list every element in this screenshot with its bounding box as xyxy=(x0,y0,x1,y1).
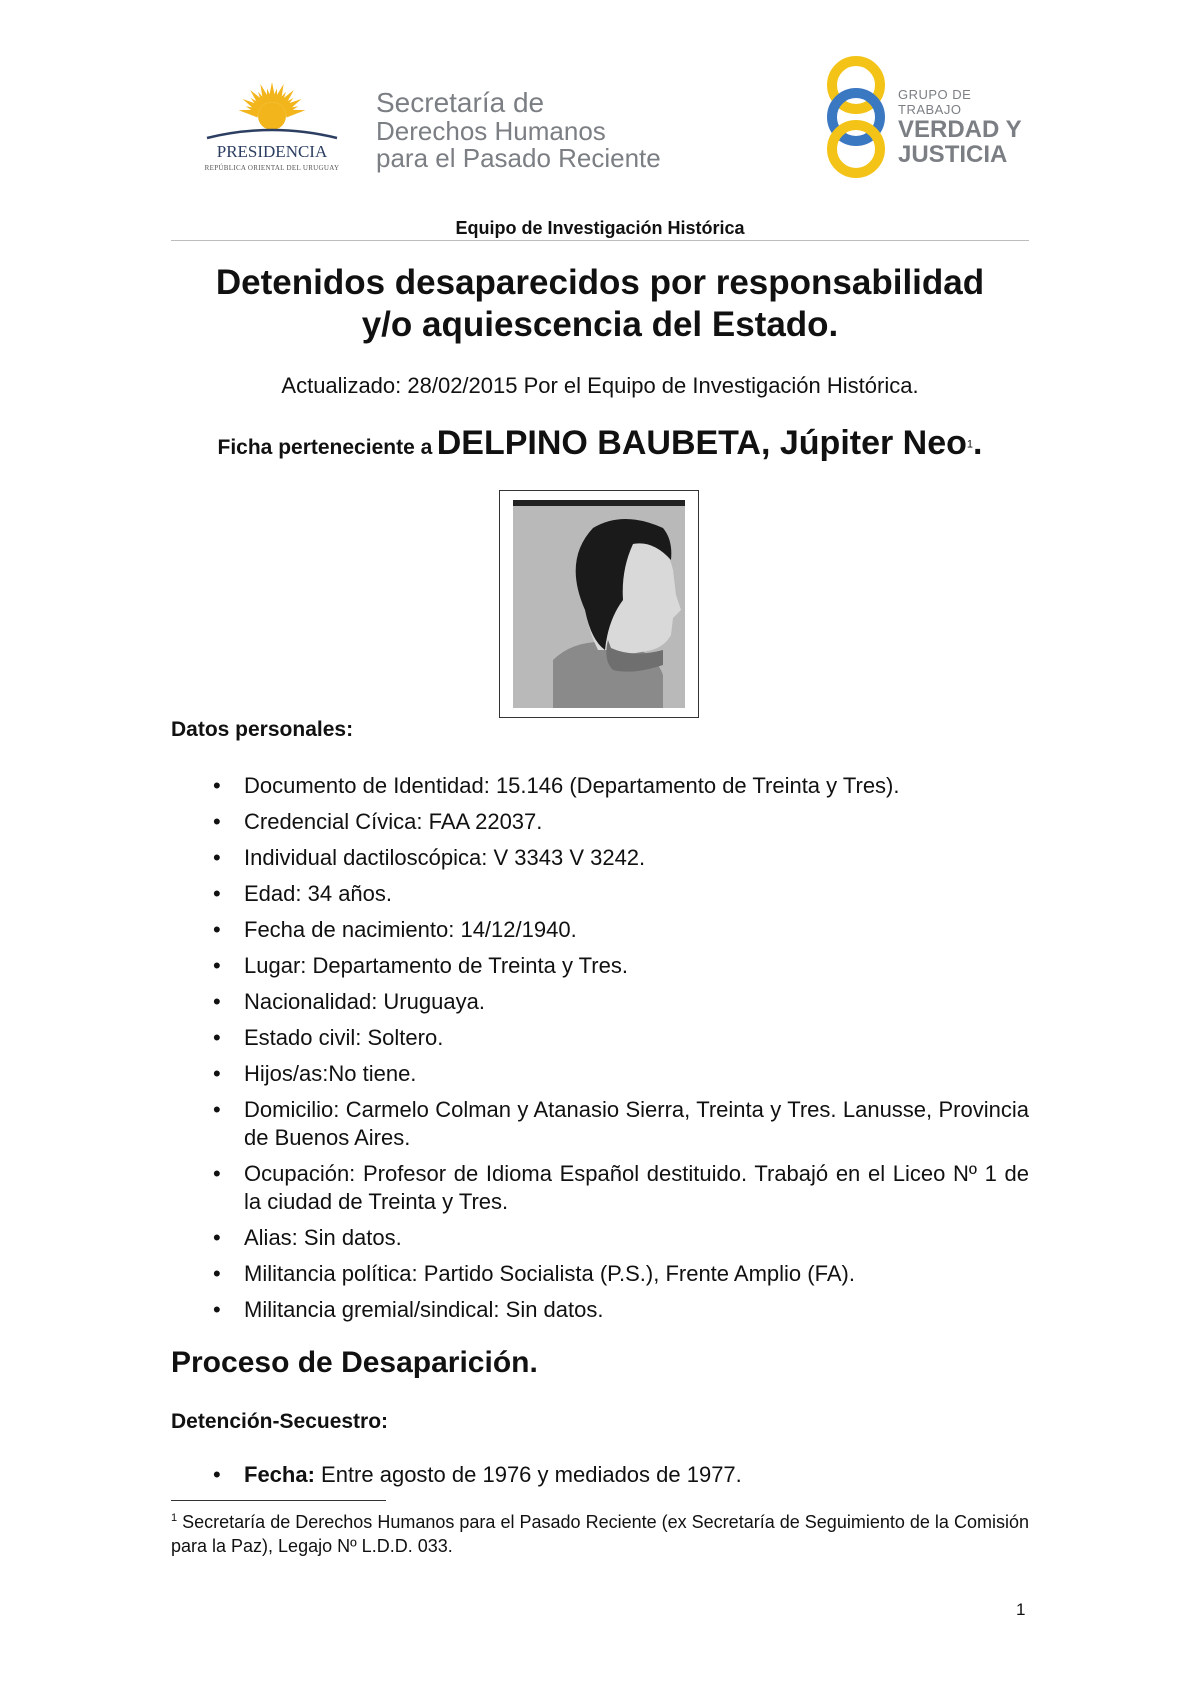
bullet-icon: • xyxy=(213,989,221,1014)
list-item xyxy=(171,844,1029,872)
secretaria-wordmark xyxy=(376,88,706,172)
footnote-divider xyxy=(171,1500,386,1501)
bullet-icon: • xyxy=(213,845,221,870)
list-item xyxy=(171,772,1029,800)
portrait-photo xyxy=(513,500,685,708)
footnote-number: 1 xyxy=(171,1512,178,1524)
bullet-icon: • xyxy=(213,1297,221,1322)
list-item xyxy=(171,1160,1029,1216)
grupo-label: GRUPO DE TRABAJO xyxy=(898,87,972,117)
bullet-icon: • xyxy=(213,917,221,942)
date-value: Entre agosto de 1976 y mediados de 1977. xyxy=(314,1462,742,1487)
linked-rings-icon xyxy=(820,55,892,179)
page-title xyxy=(171,262,1029,346)
verdad-label: VERDAD Y xyxy=(898,116,1022,143)
updated-line: Actualizado: 28/02/2015 Por el Equipo de Investigación Histórica. xyxy=(281,373,919,398)
record-owner-line xyxy=(171,424,1029,463)
list-item xyxy=(171,1296,1029,1324)
personal-item-text: Estado civil: Soltero. xyxy=(244,1025,444,1050)
personal-data-list xyxy=(171,772,1029,1332)
personal-item-text: Domicilio: Carmelo Colman y Atanasio Sierra, Treinta y Tres. Lanusse, Provincia de Buenos Aires. xyxy=(244,1097,1029,1150)
secretaria-line3: para el Pasado Reciente xyxy=(376,143,661,173)
personal-item-text: Credencial Cívica: FAA 22037. xyxy=(244,809,543,834)
bullet-icon: • xyxy=(213,1161,221,1186)
list-item xyxy=(171,988,1029,1016)
team-heading: Equipo de Investigación Histórica xyxy=(455,218,745,238)
list-item xyxy=(171,1096,1029,1152)
personal-item-text: Alias: Sin datos. xyxy=(244,1225,402,1250)
header-logos xyxy=(0,0,1190,210)
presidencia-logo xyxy=(197,78,347,178)
personal-item-text: Nacionalidad: Uruguaya. xyxy=(244,989,485,1014)
bullet-icon: • xyxy=(213,809,221,834)
presidencia-subtitle: REPÚBLICA ORIENTAL DEL URUGUAY xyxy=(204,164,340,172)
justicia-label: JUSTICIA xyxy=(898,141,1008,168)
personal-item-text: Militancia gremial/sindical: Sin datos. xyxy=(244,1297,604,1322)
sun-emblem-icon xyxy=(197,78,347,142)
bullet-icon: • xyxy=(213,1097,221,1122)
presidencia-wordmark: PRESIDENCIA xyxy=(216,142,328,161)
list-item xyxy=(171,916,1029,944)
bullet-icon: • xyxy=(213,953,221,978)
personal-item-text: Edad: 34 años. xyxy=(244,881,393,906)
list-item xyxy=(171,880,1029,908)
title-line-2: y/o aquiescencia del Estado. xyxy=(361,305,839,344)
bullet-icon: • xyxy=(213,1025,221,1050)
personal-item-text: Documento de Identidad: 15.146 (Departamento de Treinta y Tres). xyxy=(244,773,900,798)
record-period: . xyxy=(973,424,983,462)
list-item xyxy=(171,1260,1029,1288)
list-item xyxy=(171,1060,1029,1088)
personal-item-text: Fecha de nacimiento: 14/12/1940. xyxy=(244,917,577,942)
footnote-ref[interactable]: 1 xyxy=(966,438,974,451)
date-label: Fecha: xyxy=(244,1462,315,1487)
secretaria-line1: Secretaría de xyxy=(376,87,545,118)
secretaria-line2: Derechos Humanos xyxy=(376,116,606,146)
personal-item-text: Individual dactiloscópica: V 3343 V 3242. xyxy=(244,845,646,870)
list-item xyxy=(171,1024,1029,1052)
list-item xyxy=(171,808,1029,836)
bullet-icon: • xyxy=(213,1225,221,1250)
record-prefix: Ficha perteneciente a xyxy=(217,436,433,459)
header-divider xyxy=(171,240,1029,241)
verdad-justicia-logo xyxy=(820,55,1030,185)
person-name: DELPINO BAUBETA, Júpiter Neo xyxy=(436,424,967,462)
portrait-frame xyxy=(499,490,699,718)
page-number: 1 xyxy=(1016,1600,1026,1619)
personal-item-text: Lugar: Departamento de Treinta y Tres. xyxy=(244,953,628,978)
list-item xyxy=(171,952,1029,980)
personal-item-text: Ocupación: Profesor de Idioma Español destituido. Trabajó en el Liceo Nº 1 de la ciudad de Treinta y Tres. xyxy=(244,1161,1029,1214)
detention-list xyxy=(171,1461,1029,1497)
detention-label: Detención-Secuestro: xyxy=(171,1410,389,1433)
bullet-icon: • xyxy=(213,1061,221,1086)
personal-item-text: Militancia política: Partido Socialista (P.S.), Frente Amplio (FA). xyxy=(244,1261,855,1286)
verdad-justicia-text xyxy=(898,87,1030,167)
footnote-text: Secretaría de Derechos Humanos para el Pasado Reciente (ex Secretaría de Seguimiento de la Comisión para la Paz), Legajo Nº L.D.D. 033. xyxy=(171,1512,1029,1556)
personal-data-label: Datos personales: xyxy=(171,718,354,741)
bullet-icon: • xyxy=(213,881,221,906)
process-heading: Proceso de Desaparición. xyxy=(171,1346,538,1379)
title-line-1: Detenidos desaparecidos por responsabilidad xyxy=(215,263,985,302)
footnote xyxy=(171,1506,1029,1558)
bullet-icon: • xyxy=(213,1462,221,1487)
bullet-icon: • xyxy=(213,773,221,798)
personal-item-text: Hijos/as:No tiene. xyxy=(244,1061,417,1086)
list-item xyxy=(171,1461,1029,1489)
list-item xyxy=(171,1224,1029,1252)
bullet-icon: • xyxy=(213,1261,221,1286)
